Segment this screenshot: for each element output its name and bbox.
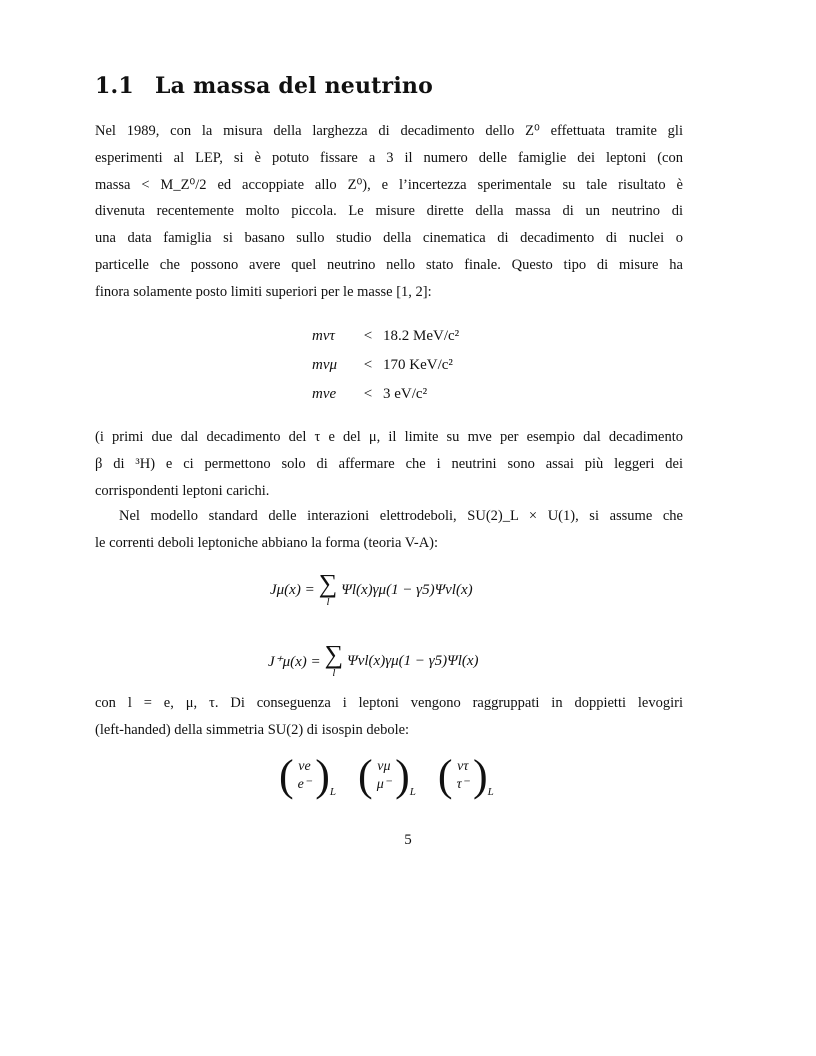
equation-current-j bbox=[270, 569, 473, 608]
section-number: 1.1 bbox=[95, 73, 134, 99]
left-paren: ( bbox=[279, 751, 294, 800]
mass-value: 18.2 MeV/c² bbox=[383, 328, 460, 344]
equation-current-j-plus bbox=[268, 640, 479, 679]
equation-rhs: Ψνl(x)γμ(1 − γ5)Ψl(x) bbox=[347, 652, 479, 669]
text-line: Nel 1989, con la misura della larghezza di decadimento dello Z⁰ effettuata tramite gli bbox=[95, 123, 683, 139]
section-heading bbox=[95, 73, 433, 99]
equation-lhs: J⁺μ(x) = bbox=[268, 653, 321, 670]
doublet-electron bbox=[279, 751, 337, 800]
text-line: β di ³H) e ci permettono solo di affermare che i neutrini sono assai più leggeri dei bbox=[95, 455, 683, 472]
left-paren: ( bbox=[358, 751, 373, 800]
mass-symbol: mντ bbox=[312, 328, 335, 344]
mass-value: 170 KeV/c² bbox=[383, 357, 453, 373]
text-line: divenuta recentemente molto piccola. Le misure dirette della massa di un neutrino di bbox=[95, 203, 683, 220]
doublet-tau bbox=[437, 751, 494, 800]
mass-limits-table bbox=[312, 322, 459, 409]
text-line: finora solamente posto limiti superiori per le masse [1, 2]: bbox=[95, 283, 432, 300]
sum-index: l bbox=[326, 596, 330, 608]
sum-symbol: ∑ bbox=[318, 569, 338, 598]
mass-limit-row bbox=[312, 380, 459, 409]
mass-limit-row bbox=[312, 351, 459, 380]
doublet-top: νe bbox=[298, 759, 311, 774]
equation-rhs: Ψl(x)γμ(1 − γ5)Ψνl(x) bbox=[341, 581, 473, 598]
text-line: corrispondenti leptoni carichi. bbox=[95, 482, 270, 499]
text-line: particelle che possono avere quel neutrino nello stato finale. Questo tipo di misure ha bbox=[95, 256, 683, 273]
doublet-stack bbox=[298, 758, 312, 794]
sum-index: l bbox=[332, 667, 336, 679]
doublet-top: ντ bbox=[457, 759, 469, 774]
text-line: le correnti deboli leptoniche abbiano la forma (teoria V-A): bbox=[95, 534, 439, 551]
equation-lhs: Jμ(x) = bbox=[270, 581, 315, 598]
mass-value: 3 eV/c² bbox=[383, 386, 428, 402]
doublet-stack bbox=[457, 758, 469, 794]
text-line: (i primi due dal decadimento del τ e del μ, il limite su mνe per esempio dal decadimento bbox=[95, 429, 683, 445]
doublet-bottom: e⁻ bbox=[297, 777, 312, 792]
doublet-bottom: τ⁻ bbox=[456, 777, 469, 792]
right-paren: ) bbox=[315, 751, 330, 800]
summation bbox=[324, 640, 344, 679]
text-line: massa < M_Z⁰/2 ed accoppiate allo Z⁰), e l’incertezza sperimentale su tale risultato è bbox=[95, 176, 683, 193]
sum-symbol: ∑ bbox=[324, 640, 344, 669]
doublet-subscript: L bbox=[329, 786, 337, 798]
doublet-subscript: L bbox=[409, 786, 416, 798]
text-line: (left-handed) della simmetria SU(2) di isospin debole: bbox=[95, 721, 410, 738]
paragraph-standard-model bbox=[95, 503, 683, 557]
doublet-muon bbox=[358, 751, 416, 800]
left-paren: ( bbox=[437, 751, 453, 800]
summation bbox=[318, 569, 338, 608]
mass-symbol: mνe bbox=[312, 386, 337, 402]
page-number: 5 bbox=[404, 832, 412, 848]
text-line: Nel modello standard delle interazioni elettrodeboli, SU(2)_L × U(1), si assume che bbox=[119, 508, 683, 524]
paragraph-doublets bbox=[95, 690, 683, 744]
doublet-subscript: L bbox=[487, 786, 494, 798]
mass-symbol: mνμ bbox=[312, 357, 338, 373]
relation: < bbox=[363, 386, 373, 402]
text-line: esperimenti al LEP, si è potuto fissare a 3 il numero delle famiglie dei leptoni (con bbox=[95, 149, 683, 166]
right-paren: ) bbox=[395, 751, 410, 800]
relation: < bbox=[363, 328, 373, 344]
right-paren: ) bbox=[472, 751, 488, 800]
relation: < bbox=[363, 357, 373, 373]
doublet-top: νμ bbox=[377, 759, 391, 774]
text-line: con l = e, μ, τ. Di conseguenza i leptoni vengono raggruppati in doppietti levogiri bbox=[95, 695, 683, 711]
text-line: una data famiglia si basano sullo studio della cinematica di decadimento di nuclei o bbox=[95, 230, 683, 247]
doublet-stack bbox=[377, 758, 391, 794]
paragraph-intro bbox=[95, 118, 683, 306]
mass-limit-row bbox=[312, 322, 459, 351]
lepton-doublets bbox=[279, 751, 494, 800]
paragraph-limits-note bbox=[95, 424, 683, 504]
doublet-bottom: μ⁻ bbox=[376, 777, 392, 792]
section-title: La massa del neutrino bbox=[155, 73, 433, 99]
